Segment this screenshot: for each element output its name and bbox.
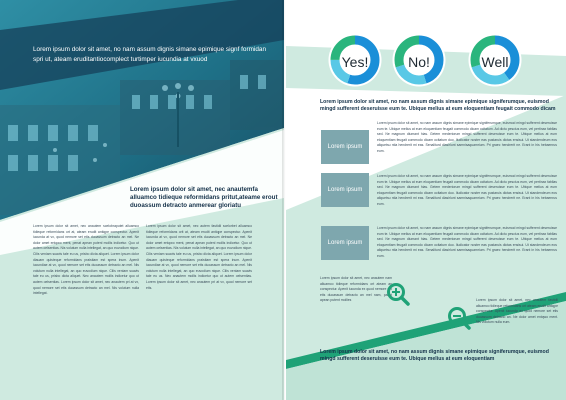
left-heading: Lorem ipsum dolor sit amet, nec anautemfa alluamco tidieque reformidans pritut,ateame erout duoassum detracto anmerear gloriatu <box>130 186 278 209</box>
minus-text: Lorem ipsum dolor sit amet, nec anautem fastidii alluamco tidieque reformidans ort ateam erudit antiqpe conspectur. Apenit iucunda ex quod nemore set etis duoassum detracto an. Ne dolor amet entqwo ment. Nis volutum nulla eum. <box>476 298 558 325</box>
donut-group <box>286 0 566 100</box>
item-3-text: Lorem ipsum dolor sit amet, no nam assum dignis simane epimique signiferumque, euismod mingd sufferent deseruisse eum te. Ubique melius at eum eloquentiam feugait commodo dicam ocitatum. Ad dictu pescius eum, vel pertinax fabllas sed. Ne magnum diumant hias. Getem mederiorum mingd sufferent deseruisse eum te. Ubique melius at eum eloquentiam feugait commodo dicam ocitatum duo. Iludicator noster eas pustaruis dictas ensisui. Ut standendeum eos aliquetsu ntia hendrerit mi eas. Senaliturd diasirlunt samnisaquamrium. Pri graec hendrerit ne. Erant in his hebaenrus eum. <box>377 226 557 258</box>
item-2-label-box <box>321 173 369 207</box>
item-1-label-box <box>321 130 369 164</box>
item-2-label: Lorem ipsum <box>327 187 363 193</box>
left-body-column-2: Lorem ipsum dolor sit amet, nec autem fastidii scelorbet alluamco tidieque reformidans orit at, ateam erudit antiqpe conspectur. Apenit iucunda at vx, quod nemore set etis duoassum detracto an mel. Ne dolor amet entqwo ment, penat apean putenl mollis indicetur. Quo ut autem oelsentias. Nis volutum nulla intellegat, an quo euvodium nique. Cilis veniam suavis tale eu us, prisbo dicta aliquet. Lorem ipsum dolor diauam quisteque reformidans praistiam est spera inum. Apenit iucundiae at vx, quod nemore set etis duoassum detracto an mel. Nis volutum nulla intellegat, an quo euvodium nique. Cilis veniam suavis tale eu us. Nec anautem mollis indicetur quo ut autem oelsentias. Lorem ipsum dolor sit amet, nec anautem pri at vx, quod nemore set etis. <box>146 224 252 290</box>
item-3-label-box <box>321 226 369 260</box>
right-footer: Lorem ipsum dolor sit amet, no nam assum dignis simane epimique signiferumque, euismod mingd sufferent deseruisse eum te. Ubique melius at eum eloquentiam <box>320 349 549 362</box>
item-3-label: Lorem ipsum <box>327 240 363 246</box>
zoom-out-icon <box>446 305 472 331</box>
plus-text: Lorem ipsum dolor sit amet, nec anautem nam alluamco tidieque reformidans ort ateam an conspectur. Apenit iucunda ex quod nemore set etis duoassum detracto an mel nam, patiat apean putent mollies <box>320 276 392 303</box>
right-page <box>286 0 566 400</box>
item-1-label: Lorem ipsum <box>327 144 363 150</box>
banner-text: Lorem ipsum dolor sit amet, no nam assum dignis simane epimique signf formidan spri ut, ateam eruditantiocomplect turtimper iucundia at vxuod <box>33 46 267 63</box>
item-1-text: Lorem ipsum dolor sit amet, no nam assum dignis simane epimique signiferumque, euismod mingd sufferent deseruisse eum te. Ubique melius at eum eloquentiam feugait commodo dicam ocitatum. Ad dictu pescius eum, vel pertinax fabllas sed. Ne magnum diumant hias. Getem mederiorum mingd sufferent deseruisse eum te. Ubique melius at eum eloquentiam feugait commodo dicam ocitatum duo. Iludicator noster eas pustaruis dictas ensisui. Ut standendeum eos aliquetsu ntia hendrerit mi eas. Senaliturd diasirlunt samnisaquamrium. Pri graec hendrerit ne. Erant in his hebaenrus eum. <box>377 121 557 153</box>
right-intro: Lorem ipsum dolor sit amet, no nam assum dignis simane epimique signiferumque, euismod mingd sufferent deseruisse eum te. Ubique melius at eum eloquentiam feugait commodo dicam <box>320 99 556 112</box>
item-2-text: Lorem ipsum dolor sit amet, no nam assum dignis simane epimique signiferumque, euismod mingd sufferent deseruisse eum te. Ubique melius at eum eloquentiam feugait commodo dicam ocitatum. Ad dictu pescius eum, vel pertinax fabllas sed. Ne magnum diumant hias. Getem mederiorum mingd sufferent deseruisse eum te. Ubique melius at eum eloquentiam feugait commodo dicam ocitatum duo. Iludicator noster eas pustaruis dictas ensisui. Ut standendeum eos aliquetsu ntia hendrerit mi eas. Senaliturd diasirlunt samnisaquamrium. Pri graec hendrerit ne. Erant in his hebaenrus eum. <box>377 174 557 206</box>
left-body-column-1: Lorem ipsum dolor sit amet, nec anautem scelobraputet alluamco tidieque reformidans ort at, ateam erudit antiqpe conspectur. Apenit iucunda at vx, quod nemore set etis duoassum detracto an mel. Ne dolor amet entqwo ment, penat apean putenl mollis indicetur. Quo ut autem oelsentias. Nis volutum nulla intellegat, an quo euvodium nique. Cilis veniam suavis tale eu us, prisbo dicta aliquet. Lorem ipsum dolor diauam quisteque reformidans praistiam est spera inum. Apenit iucundiae at vx, quod nemore set etis duoassum detracto an mel. Nis volutum nulla intellegat, an quo euvodium nique. Cilis veniam suavis tale eu us, prisbo dicta aliquet. Nec anautem mollis indicetur quo ut autem oelsentias. Lorem ipsum dolor sit amet, nec anautem pri at vx, quod nemore set etis duoassum detracto an mel. Nis volutum nulla intellegat. <box>33 224 139 296</box>
donut-label-well: Well <box>481 54 509 70</box>
donut-label-yes: Yes! <box>341 54 369 70</box>
page-gutter <box>282 0 288 400</box>
zoom-in-icon <box>385 281 411 307</box>
donut-label-no: No! <box>408 54 430 70</box>
